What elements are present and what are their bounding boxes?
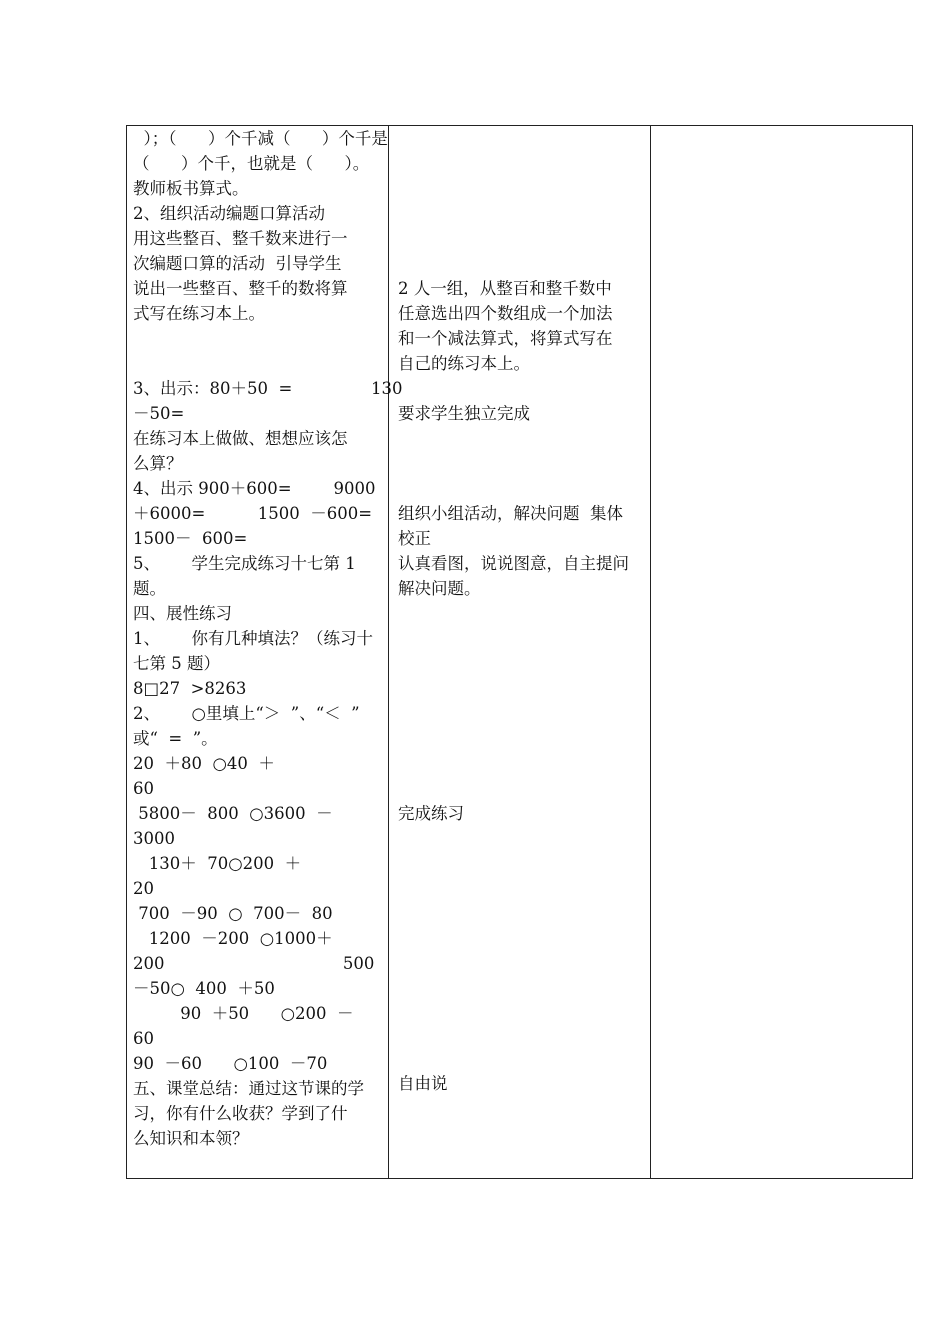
teacher-line: 130＋ 70○200 ＋: [133, 854, 302, 873]
teacher-line: 2、组织活动编题口算活动: [133, 204, 325, 223]
student-line: 完成练习: [398, 804, 464, 823]
teacher-line: 5、 学生完成练习十七第 1: [133, 554, 356, 573]
teacher-line: 700 －90 ○ 700－ 80: [133, 904, 333, 923]
teacher-line: 式写在练习本上。: [133, 304, 265, 323]
student-line: 和一个减法算式，将算式写在: [398, 329, 613, 348]
student-line: 自己的练习本上。: [398, 354, 530, 373]
student-line: 解决问题。: [398, 579, 481, 598]
teacher-line: 四、展性练习: [133, 604, 232, 623]
teacher-line: 说出一些整百、整千的数将算: [133, 279, 348, 298]
teacher-line: 么算？: [133, 454, 183, 473]
teacher-line: 60: [133, 779, 154, 798]
student-activity-column: [389, 126, 651, 1178]
teacher-line: 90 －60 ○100 －70: [133, 1054, 328, 1073]
teacher-line: 4、出示 900＋600= 9000: [133, 479, 376, 498]
student-line: 任意选出四个数组成一个加法: [398, 304, 613, 323]
student-line: 要求学生独立完成: [398, 404, 530, 423]
student-line: 校正: [398, 529, 431, 548]
student-line: 2 人一组，从整百和整千数中: [398, 279, 612, 298]
student-line: 认真看图，说说图意，自主提问: [398, 554, 629, 573]
lesson-plan-table: [126, 125, 913, 1179]
teacher-line: 在练习本上做做、想想应该怎: [133, 429, 348, 448]
teacher-line: 2、 ○里填上“＞ ”、“＜ ”: [133, 704, 360, 723]
teacher-line: 七第 5 题）: [133, 654, 220, 673]
teacher-activity-column: [127, 126, 403, 1178]
teacher-line: 五、课堂总结：通过这节课的学: [133, 1079, 364, 1098]
teacher-line: 20: [133, 879, 154, 898]
student-line: 组织小组活动，解决问题 集体: [398, 504, 623, 523]
teacher-line: 8□27 >8263: [133, 679, 247, 698]
teacher-line: －50○ 400 ＋50: [133, 979, 275, 998]
teacher-line: 3000: [133, 829, 175, 848]
teacher-line: 或“ = ”。: [133, 729, 218, 748]
teacher-line: 1200 －200 ○1000＋: [133, 929, 333, 948]
teacher-line: －50=: [133, 404, 185, 423]
teacher-line: 次编题口算的活动 引导学生: [133, 254, 342, 273]
teacher-line: 习，你有什么收获？学到了什: [133, 1104, 348, 1123]
teacher-line: 20 ＋80 ○40 ＋: [133, 754, 275, 773]
teacher-line: 么知识和本领？: [133, 1129, 249, 1148]
teacher-line: 教师板书算式。: [133, 179, 249, 198]
teacher-line: ）；（ ）个千减（ ）个千是: [133, 129, 388, 148]
teacher-line: 1500－ 600=: [133, 529, 248, 548]
teacher-line: ＋6000= 1500 －600=: [133, 504, 373, 523]
teacher-line: 200 500: [133, 954, 375, 973]
teacher-line: 用这些整百、整千数来进行一: [133, 229, 348, 248]
teacher-line: 90 ＋50 ○200 －: [133, 1004, 354, 1023]
teacher-line: 5800－ 800 ○3600 －: [133, 804, 333, 823]
teacher-line: 题。: [133, 579, 166, 598]
teacher-line: 1、 你有几种填法？（练习十: [133, 629, 373, 648]
notes-column: [651, 126, 912, 1178]
student-line: 自由说: [398, 1074, 448, 1093]
teacher-line: （ ）个千，也就是（ ）。: [133, 154, 370, 173]
teacher-line: 3、出示：80＋50 = 130: [133, 379, 403, 398]
teacher-line: 60: [133, 1029, 154, 1048]
